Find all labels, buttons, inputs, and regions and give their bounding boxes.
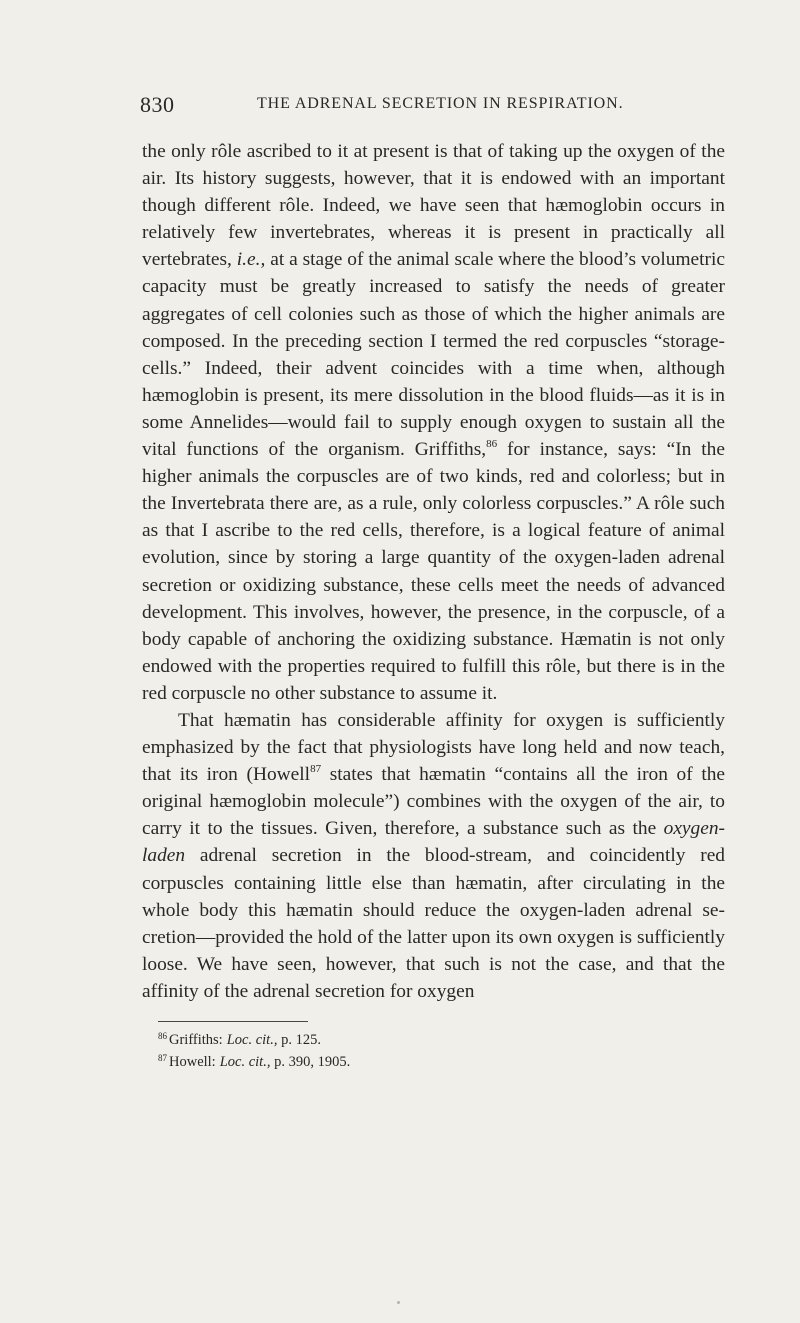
footnote-citation: Loc. cit., bbox=[226, 1032, 278, 1048]
abbrev-ie: i.e., bbox=[236, 249, 266, 271]
paper-speck bbox=[397, 1301, 400, 1304]
page-header bbox=[140, 92, 725, 122]
footnote-86 bbox=[158, 1027, 718, 1049]
footnote-rule bbox=[158, 1021, 308, 1022]
paragraph-1: the only rôle ascribed to it at present is that of taking up the oxygen of the air. Its history suggests, however, that it is endowed with an important though different rôle. Indeed, we have seen that hæmoglobin occurs in relatively few invertebrates, whereas it is present in practically all vertebrates, i.e., at a stage of the animal scale where the blood’s volumetric capacity must be greatly increased to satisfy the needs of greater aggregates of cell colonies such as those of which the higher animals are composed. In the preceding section I termed the red corpuscles “storage-cells.” Indeed, their advent coincides with a time when, although hæmoglobin is present, its mere dissolution in the blood fluids—as it is in some Annelides—would fail to supply enough oxygen to sustain all the vital functions of the organism. Griffiths,$^{86}$ for instance, says: “In the higher animals the corpuscles are of two kinds, red and colorless; but in the Invertebrata there are, as a rule, only colorless corpuscles.” A rôle such as that I ascribe to the red cells, therefore, is a logical feature of animal evolution, since by storing a large quantity of the oxygen-laden adrenal secretion or oxidizing substance, these cells meet the needs of advanced development. This involves, however, the presence, in the corpuscle, of a body capable of anchoring the oxidizing substance. Hæmatin is not only endowed with the properties required to fulfill this rôle, but there is in the red corpuscle no other substance to assume it. bbox=[142, 141, 725, 704]
footnote-ref-87[interactable]: 87 bbox=[310, 763, 322, 776]
footnote-number: 87 bbox=[158, 1053, 167, 1063]
footnote-detail: p. 390, 1905. bbox=[270, 1054, 351, 1070]
footnote-citation: Loc. cit., bbox=[219, 1054, 271, 1070]
running-head: THE ADRENAL SECRETION IN RESPIRATION. bbox=[257, 95, 624, 112]
page-number: 830 bbox=[140, 92, 175, 117]
body-text bbox=[142, 138, 725, 1005]
paragraph-2: That hæmatin has considerable affinity for oxygen is sufficiently emphasized by the fact that physiologists have long held and now teach, that its iron (Howell$^{87}$ states that hæmatin “contains all the iron of the original hæmoglobin molecule”) combines with the oxygen of the air, to carry it to the tissues. Given, therefore, a substance such as the oxygen-laden adrenal secretion in the blood-stream, and coincidently red corpuscles containing little else than hæmatin, after circulating in the whole body this hæmatin should reduce the oxygen-laden adrenal secretion—provided the hold of the latter upon its own oxygen is sufficiently loose. We have seen, however, that such is not the case, and that the affinity of the adrenal secretion for oxygen bbox=[142, 709, 726, 1002]
footnote-ref-86[interactable]: 86 bbox=[486, 438, 498, 451]
footnote-author: Griffiths: bbox=[169, 1032, 223, 1048]
footnote-87 bbox=[158, 1049, 718, 1071]
footnote-detail: p. 125. bbox=[277, 1032, 321, 1048]
footnote-author: Howell: bbox=[169, 1054, 216, 1070]
emphasis-oxygen-laden: oxygen-laden bbox=[142, 818, 725, 867]
footnote-number: 86 bbox=[158, 1031, 167, 1041]
footnotes bbox=[158, 1027, 718, 1071]
